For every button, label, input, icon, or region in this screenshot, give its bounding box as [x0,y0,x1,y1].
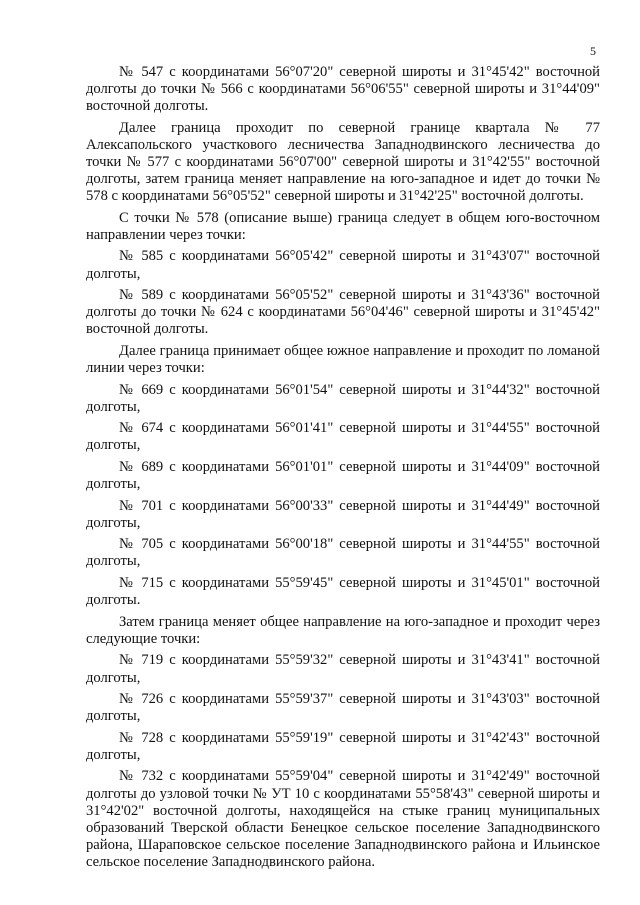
paragraph-9: № 689 с координатами 56°01'01" северной широты и 31°44'09" восточной долготы, [86,458,600,493]
paragraph-16: № 728 с координатами 55°59'19" северной широты и 31°42'43" восточной долготы, [86,729,600,763]
paragraph-14: № 719 с координатами 55°59'32" северной широты и 31°43'41" восточной долготы, [86,652,600,686]
paragraph-17: № 732 с координатами 55°59'04" северной широты и 31°42'49" восточной долготы до узловой точки № УТ 10 с координатами 55°58'43" северной широты и 31°42'02" восточной долготы, находящейся на стыке границ муниципальных образований Тверской области Бенецкое сельское поселение Западнодвинского района, Шараповское сельское поселение Западнодвинского района и Ильинское сельское поселение Западнодвинского района. [86,768,600,870]
paragraph-3: С точки № 578 (описание выше) граница следует в общем юго-восточном направлении через точки: [86,209,600,243]
paragraph-13: Затем граница меняет общее направление на юго-западное и проходит через следующие точки: [86,613,600,647]
paragraph-4: № 585 с координатами 56°05'42" северной широты и 31°43'07" восточной долготы, [86,248,600,282]
paragraph-15: № 726 с координатами 55°59'37" северной широты и 31°43'03" восточной долготы, [86,691,600,725]
paragraph-2: Далее граница проходит по северной границе квартала № 77 Алексапольского участкового лесничества Западнодвинского лесничества до точки № 577 с координатами 56°07'00" северной широты и 31°42'55" восточной долготы, затем граница меняет направление на юго-западное и идет до точки № 578 с координатами 56°05'52" северной широты и 31°42'25" восточной долготы. [86,119,600,205]
paragraph-10: № 701 с координатами 56°00'33" северной широты и 31°44'49" восточной долготы, [86,497,600,531]
paragraph-5: № 589 с координатами 56°05'52" северной широты и 31°43'36" восточной долготы до точки № 624 с координатами 56°04'46" северной широты и 31°45'42" восточной долготы. [86,287,600,338]
paragraph-1: № 547 с координатами 56°07'20" северной широты и 31°45'42" восточной долготы до точки № 566 с координатами 56°06'55" северной широты и 31°44'09" восточной долготы. [86,64,600,115]
page-number: 5 [590,44,596,58]
paragraph-6: Далее граница принимает общее южное направление и проходит по ломаной линии через точки: [86,342,600,376]
document-body [86,64,600,876]
paragraph-8: № 674 с координатами 56°01'41" северной широты и 31°44'55" восточной долготы, [86,420,600,454]
paragraph-7: № 669 с координатами 56°01'54" северной широты и 31°44'32" восточной долготы, [86,381,600,415]
paragraph-12: № 715 с координатами 55°59'45" северной широты и 31°45'01" восточной долготы. [86,575,600,609]
paragraph-11: № 705 с координатами 56°00'18" северной широты и 31°44'55" восточной долготы, [86,536,600,570]
